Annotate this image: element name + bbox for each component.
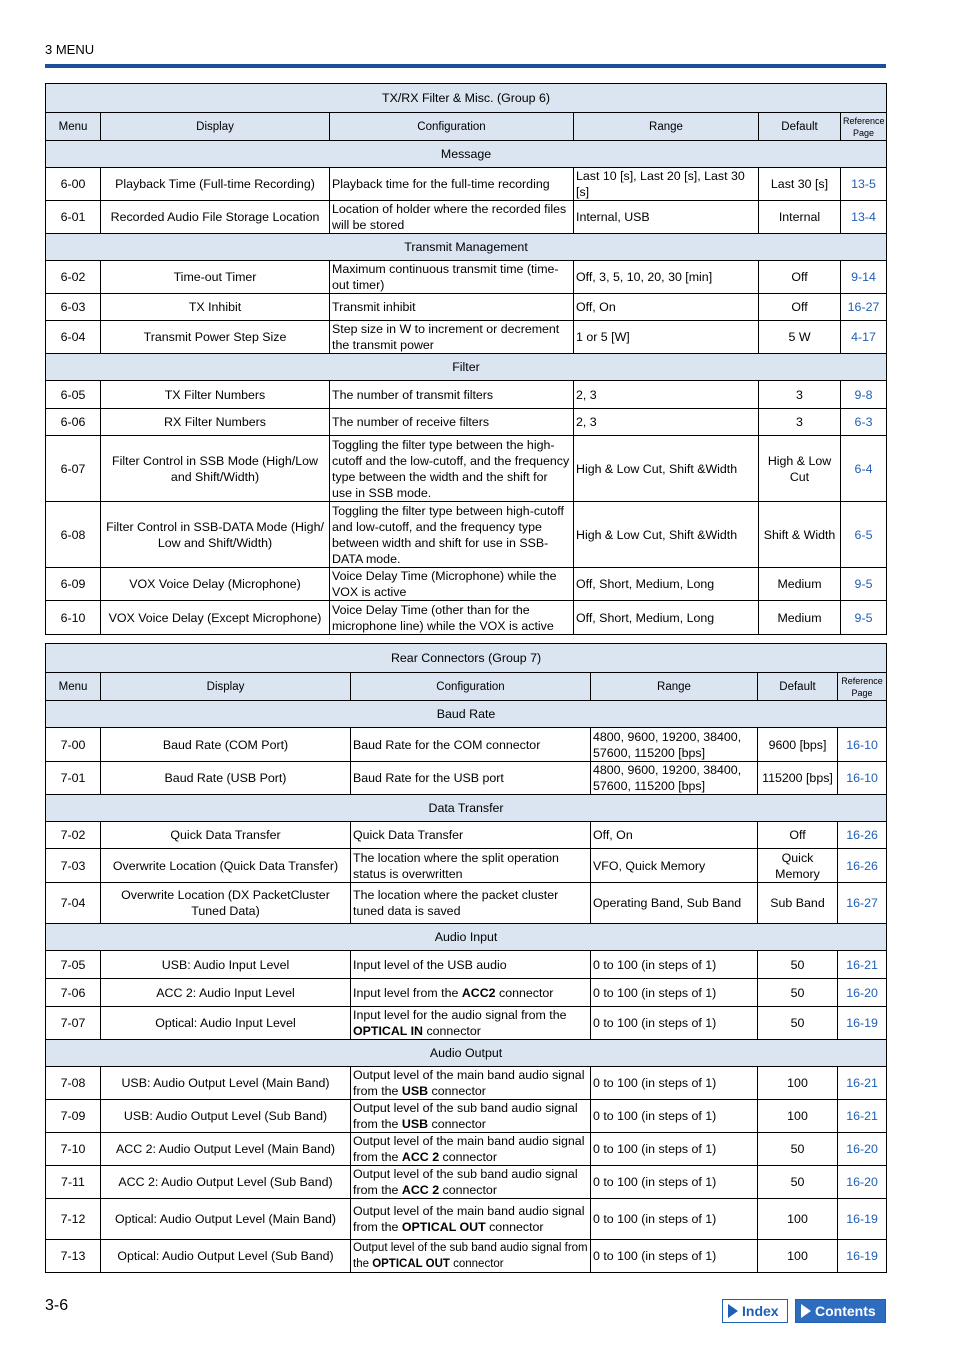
menu-display: TX Filter Numbers — [101, 381, 330, 409]
contents-label: Contents — [815, 1303, 876, 1319]
menu-range: VFO, Quick Memory — [591, 849, 758, 883]
menu-range: High & Low Cut, Shift &Width — [574, 436, 759, 502]
table-row — [46, 979, 887, 1007]
menu-number: 7-06 — [46, 979, 101, 1007]
table-row — [46, 883, 887, 924]
index-button[interactable] — [722, 1299, 788, 1323]
reference-link[interactable]: 16-19 — [838, 1240, 887, 1273]
menu-number: 6-01 — [46, 201, 101, 234]
table-row — [46, 822, 887, 849]
menu-default: 100 — [758, 1240, 838, 1273]
menu-display: TX Inhibit — [101, 294, 330, 321]
menu-range: 1 or 5 [W] — [574, 321, 759, 354]
col-display: Display — [101, 673, 351, 701]
menu-number: 7-10 — [46, 1133, 101, 1166]
menu-number: 6-03 — [46, 294, 101, 321]
reference-link[interactable]: 16-20 — [838, 1133, 887, 1166]
menu-configuration: The number of transmit filters — [330, 381, 574, 409]
reference-link[interactable]: 16-20 — [838, 979, 887, 1007]
menu-configuration: Output level of the sub band audio signal from the OPTICAL OUT connector — [351, 1240, 591, 1273]
menu-display: USB: Audio Output Level (Sub Band) — [101, 1100, 351, 1133]
table-row — [46, 201, 887, 234]
reference-link[interactable]: 9-5 — [841, 601, 887, 635]
menu-range: Off, Short, Medium, Long — [574, 601, 759, 635]
reference-link[interactable]: 16-21 — [838, 951, 887, 979]
section-baud-rate: Baud Rate — [46, 701, 887, 728]
menu-configuration: Location of holder where the recorded files will be stored — [330, 201, 574, 234]
section-data-transfer: Data Transfer — [46, 795, 887, 822]
menu-range: 0 to 100 (in steps of 1) — [591, 1199, 758, 1240]
menu-configuration: Output level of the sub band audio signal from the USB connector — [351, 1100, 591, 1133]
menu-default: 100 — [758, 1067, 838, 1100]
menu-range: Off, On — [591, 822, 758, 849]
menu-range: Off, 3, 5, 10, 20, 30 [min] — [574, 261, 759, 294]
menu-default: Off — [759, 294, 841, 321]
menu-range: High & Low Cut, Shift &Width — [574, 502, 759, 568]
reference-link[interactable]: 9-14 — [841, 261, 887, 294]
menu-number: 7-11 — [46, 1166, 101, 1199]
table-title: TX/RX Filter & Misc. (Group 6) — [46, 84, 887, 113]
menu-default: 115200 [bps] — [758, 762, 838, 795]
group6-table — [45, 83, 887, 635]
reference-link[interactable]: 16-21 — [838, 1100, 887, 1133]
reference-link[interactable]: 13-5 — [841, 168, 887, 201]
menu-number: 7-09 — [46, 1100, 101, 1133]
table-row — [46, 436, 887, 502]
menu-number: 7-13 — [46, 1240, 101, 1273]
menu-configuration: Output level of the main band audio signal from the USB connector — [351, 1067, 591, 1100]
menu-default: Quick Memory — [758, 849, 838, 883]
menu-configuration: Step size in W to increment or decrement the transmit power — [330, 321, 574, 354]
table-row — [46, 409, 887, 436]
col-menu: Menu — [46, 113, 101, 141]
section-transmit-management: Transmit Management — [46, 234, 887, 261]
menu-number: 7-08 — [46, 1067, 101, 1100]
menu-default: 50 — [758, 1166, 838, 1199]
menu-default: 50 — [758, 1133, 838, 1166]
chapter-title: 3 MENU — [45, 42, 95, 57]
menu-display: Transmit Power Step Size — [101, 321, 330, 354]
table-row — [46, 951, 887, 979]
menu-number: 6-08 — [46, 502, 101, 568]
col-range: Range — [591, 673, 758, 701]
menu-display: USB: Audio Output Level (Main Band) — [101, 1067, 351, 1100]
table-row — [46, 261, 887, 294]
menu-display: Optical: Audio Output Level (Main Band) — [101, 1199, 351, 1240]
menu-configuration: Output level of the sub band audio signal from the ACC 2 connector — [351, 1166, 591, 1199]
menu-number: 7-01 — [46, 762, 101, 795]
menu-default: 50 — [758, 951, 838, 979]
menu-number: 7-05 — [46, 951, 101, 979]
menu-range: 2, 3 — [574, 381, 759, 409]
table-row — [46, 1007, 887, 1040]
table-row — [46, 1240, 887, 1273]
menu-display: VOX Voice Delay (Except Microphone) — [101, 601, 330, 635]
menu-configuration: Baud Rate for the USB port — [351, 762, 591, 795]
menu-configuration: Output level of the main band audio signal from the ACC 2 connector — [351, 1133, 591, 1166]
table-row — [46, 502, 887, 568]
menu-configuration: Output level of the main band audio signal from the OPTICAL OUT connector — [351, 1199, 591, 1240]
menu-display: Optical: Audio Output Level (Sub Band) — [101, 1240, 351, 1273]
menu-range: 0 to 100 (in steps of 1) — [591, 1133, 758, 1166]
menu-default: 50 — [758, 979, 838, 1007]
reference-link[interactable]: 9-5 — [841, 568, 887, 601]
menu-number: 6-05 — [46, 381, 101, 409]
menu-range: 0 to 100 (in steps of 1) — [591, 1240, 758, 1273]
menu-number: 7-00 — [46, 728, 101, 762]
menu-display: Recorded Audio File Storage Location — [101, 201, 330, 234]
menu-display: ACC 2: Audio Output Level (Sub Band) — [101, 1166, 351, 1199]
menu-configuration: Input level from the ACC2 connector — [351, 979, 591, 1007]
table-title: Rear Connectors (Group 7) — [46, 644, 887, 673]
section-message: Message — [46, 141, 887, 168]
col-configuration: Configuration — [351, 673, 591, 701]
reference-link[interactable]: 9-8 — [841, 381, 887, 409]
menu-range: 0 to 100 (in steps of 1) — [591, 1067, 758, 1100]
reference-link[interactable]: 16-19 — [838, 1199, 887, 1240]
menu-range: Off, On — [574, 294, 759, 321]
table-row — [46, 168, 887, 201]
reference-link[interactable]: 16-27 — [841, 294, 887, 321]
table-row — [46, 601, 887, 635]
menu-range: Internal, USB — [574, 201, 759, 234]
col-menu: Menu — [46, 673, 101, 701]
menu-configuration: Input level for the audio signal from the OPTICAL IN connector — [351, 1007, 591, 1040]
contents-button[interactable] — [795, 1299, 886, 1323]
reference-link[interactable]: 16-26 — [838, 849, 887, 883]
menu-default: High & Low Cut — [759, 436, 841, 502]
menu-default: Off — [758, 822, 838, 849]
menu-default: Medium — [759, 568, 841, 601]
menu-configuration: Baud Rate for the COM connector — [351, 728, 591, 762]
menu-range: 0 to 100 (in steps of 1) — [591, 951, 758, 979]
table-row — [46, 294, 887, 321]
reference-link[interactable]: 4-17 — [841, 321, 887, 354]
table-row — [46, 849, 887, 883]
menu-range: 0 to 100 (in steps of 1) — [591, 979, 758, 1007]
menu-configuration: Input level of the USB audio — [351, 951, 591, 979]
reference-link[interactable]: 6-5 — [841, 502, 887, 568]
menu-range: 4800, 9600, 19200, 38400, 57600, 115200 [bps] — [591, 728, 758, 762]
menu-number: 7-04 — [46, 883, 101, 924]
menu-number: 6-04 — [46, 321, 101, 354]
header-rule — [45, 64, 886, 68]
page-number: 3-6 — [45, 1297, 69, 1314]
reference-link[interactable]: 16-19 — [838, 1007, 887, 1040]
table-row — [46, 1166, 887, 1199]
menu-display: RX Filter Numbers — [101, 409, 330, 436]
col-default: Default — [758, 673, 838, 701]
reference-link[interactable]: 16-27 — [838, 883, 887, 924]
menu-default: 9600 [bps] — [758, 728, 838, 762]
menu-number: 7-03 — [46, 849, 101, 883]
menu-number: 6-06 — [46, 409, 101, 436]
menu-range: Off, Short, Medium, Long — [574, 568, 759, 601]
menu-display: ACC 2: Audio Output Level (Main Band) — [101, 1133, 351, 1166]
table-row — [46, 728, 887, 762]
col-reference-page: Reference Page — [838, 673, 887, 701]
menu-number: 7-02 — [46, 822, 101, 849]
table-row — [46, 1133, 887, 1166]
menu-number: 6-09 — [46, 568, 101, 601]
menu-default: Last 30 [s] — [759, 168, 841, 201]
menu-range: 0 to 100 (in steps of 1) — [591, 1166, 758, 1199]
menu-range: 0 to 100 (in steps of 1) — [591, 1007, 758, 1040]
arrow-right-icon — [801, 1304, 811, 1318]
menu-default: Internal — [759, 201, 841, 234]
menu-display: Playback Time (Full-time Recording) — [101, 168, 330, 201]
menu-display: Filter Control in SSB-DATA Mode (High/ Low and Shift/Width) — [101, 502, 330, 568]
reference-link[interactable]: 16-10 — [838, 728, 887, 762]
menu-display: Baud Rate (COM Port) — [101, 728, 351, 762]
menu-number: 6-07 — [46, 436, 101, 502]
menu-display: Overwrite Location (Quick Data Transfer) — [101, 849, 351, 883]
menu-display: ACC 2: Audio Input Level — [101, 979, 351, 1007]
menu-default: 3 — [759, 381, 841, 409]
menu-number: 7-12 — [46, 1199, 101, 1240]
menu-configuration: Quick Data Transfer — [351, 822, 591, 849]
menu-display: VOX Voice Delay (Microphone) — [101, 568, 330, 601]
menu-number: 7-07 — [46, 1007, 101, 1040]
menu-display: Quick Data Transfer — [101, 822, 351, 849]
menu-range: Operating Band, Sub Band — [591, 883, 758, 924]
menu-configuration: Maximum continuous transmit time (time-out timer) — [330, 261, 574, 294]
menu-default: Shift & Width — [759, 502, 841, 568]
menu-configuration: Transmit inhibit — [330, 294, 574, 321]
menu-configuration: Playback time for the full-time recording — [330, 168, 574, 201]
table-row — [46, 762, 887, 795]
menu-configuration: The number of receive filters — [330, 409, 574, 436]
menu-display: Overwrite Location (DX PacketCluster Tuned Data) — [101, 883, 351, 924]
table-row — [46, 1199, 887, 1240]
group7-table — [45, 643, 887, 1273]
menu-display: Baud Rate (USB Port) — [101, 762, 351, 795]
menu-configuration: The location where the split operation status is overwritten — [351, 849, 591, 883]
menu-default: 100 — [758, 1199, 838, 1240]
menu-default: 3 — [759, 409, 841, 436]
menu-range: 4800, 9600, 19200, 38400, 57600, 115200 [bps] — [591, 762, 758, 795]
menu-configuration: The location where the packet cluster tuned data is saved — [351, 883, 591, 924]
menu-default: Off — [759, 261, 841, 294]
menu-range: 0 to 100 (in steps of 1) — [591, 1100, 758, 1133]
menu-default: 5 W — [759, 321, 841, 354]
col-default: Default — [759, 113, 841, 141]
menu-default: Medium — [759, 601, 841, 635]
table-row — [46, 1067, 887, 1100]
menu-number: 6-00 — [46, 168, 101, 201]
menu-display: USB: Audio Input Level — [101, 951, 351, 979]
col-display: Display — [101, 113, 330, 141]
menu-default: Sub Band — [758, 883, 838, 924]
menu-default: 50 — [758, 1007, 838, 1040]
menu-configuration: Toggling the filter type between the high-cutoff and the low-cutoff, and the frequency type between the width and the shift for use in SSB mode. — [330, 436, 574, 502]
table-row — [46, 568, 887, 601]
menu-configuration: Voice Delay Time (other than for the microphone line) while the VOX is active — [330, 601, 574, 635]
menu-configuration: Voice Delay Time (Microphone) while the VOX is active — [330, 568, 574, 601]
reference-link[interactable]: 16-26 — [838, 822, 887, 849]
reference-link[interactable]: 13-4 — [841, 201, 887, 234]
col-range: Range — [574, 113, 759, 141]
reference-link[interactable]: 16-10 — [838, 762, 887, 795]
menu-configuration: Toggling the filter type between high-cutoff and low-cutoff, and the frequency type between width and shift for use in SSB-DATA mode. — [330, 502, 574, 568]
menu-default: 100 — [758, 1100, 838, 1133]
menu-range: 2, 3 — [574, 409, 759, 436]
reference-link[interactable]: 6-4 — [841, 436, 887, 502]
col-reference-page: Reference Page — [841, 113, 887, 141]
menu-display: Optical: Audio Input Level — [101, 1007, 351, 1040]
index-label: Index — [742, 1303, 779, 1319]
section-filter: Filter — [46, 354, 887, 381]
table-row — [46, 321, 887, 354]
reference-link[interactable]: 16-21 — [838, 1067, 887, 1100]
menu-range: Last 10 [s], Last 20 [s], Last 30 [s] — [574, 168, 759, 201]
reference-link[interactable]: 6-3 — [841, 409, 887, 436]
table-row — [46, 381, 887, 409]
menu-display: Time-out Timer — [101, 261, 330, 294]
section-audio-input: Audio Input — [46, 924, 887, 951]
menu-number: 6-10 — [46, 601, 101, 635]
section-audio-output: Audio Output — [46, 1040, 887, 1067]
arrow-right-icon — [728, 1304, 738, 1318]
col-configuration: Configuration — [330, 113, 574, 141]
reference-link[interactable]: 16-20 — [838, 1166, 887, 1199]
menu-number: 6-02 — [46, 261, 101, 294]
menu-display: Filter Control in SSB Mode (High/Low and Shift/Width) — [101, 436, 330, 502]
table-row — [46, 1100, 887, 1133]
